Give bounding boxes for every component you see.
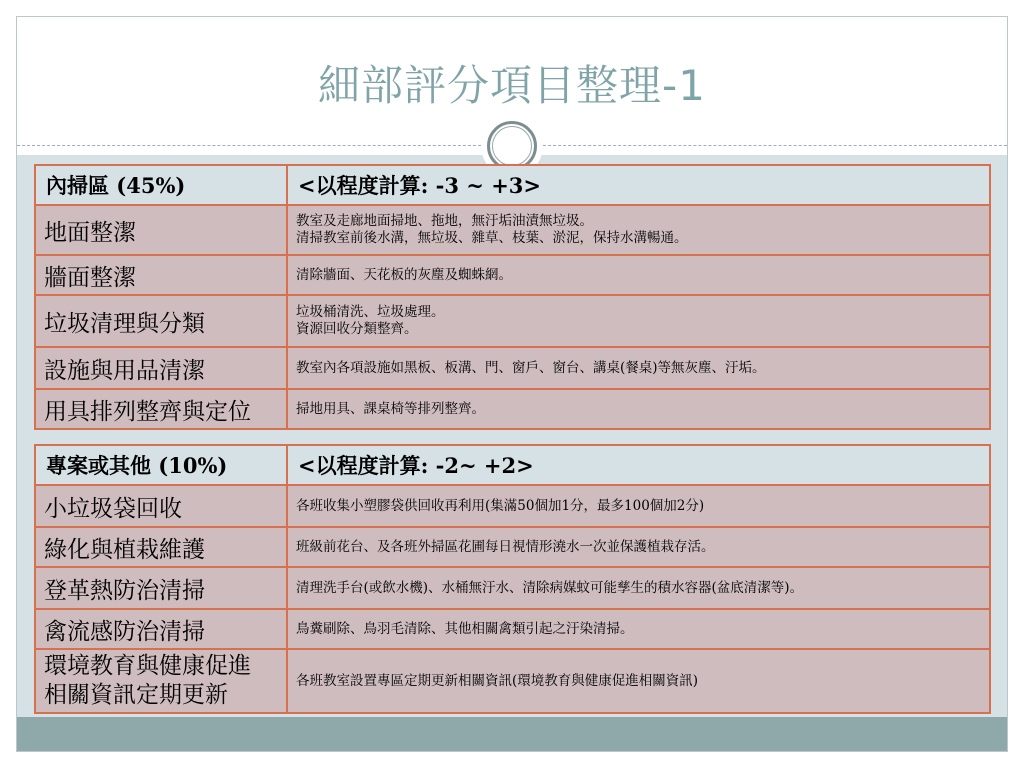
table-row: [35, 527, 990, 567]
table-row: [35, 255, 990, 295]
item-description: 教室及走廊地面掃地、拖地，無汙垢油漬無垃圾。 清掃教室前後水溝，無垃圾、雜草、枝葉、淤泥，保持水溝暢通。: [287, 205, 990, 255]
item-description: 掃地用具、課桌椅等排列整齊。: [287, 389, 990, 429]
item-description: 各班教室設置專區定期更新相關資訊(環境教育與健康促進相關資訊): [287, 649, 990, 713]
item-name: 設施與用品清潔: [35, 347, 287, 389]
slide: [16, 16, 1008, 752]
category-header: 內掃區 (45%): [35, 165, 287, 205]
scoring-header: <以程度計算: -3 ~ +3>: [287, 165, 990, 205]
table-row: [35, 485, 990, 527]
table-row: [35, 649, 990, 713]
table-header-row: [35, 165, 990, 205]
interior-cleaning-table: [34, 164, 991, 430]
item-name: 地面整潔: [35, 205, 287, 255]
item-name: 禽流感防治清掃: [35, 609, 287, 649]
table-row: [35, 295, 990, 347]
category-header: 專案或其他 (10%): [35, 445, 287, 485]
item-name: 小垃圾袋回收: [35, 485, 287, 527]
item-name: 垃圾清理與分類: [35, 295, 287, 347]
item-description: 班級前花台、及各班外掃區花圃每日視情形澆水一次並保護植栽存活。: [287, 527, 990, 567]
table-row: [35, 609, 990, 649]
item-name: 綠化與植栽維護: [35, 527, 287, 567]
item-description: 清除牆面、天花板的灰塵及蜘蛛網。: [287, 255, 990, 295]
item-description: 鳥糞刷除、鳥羽毛清除、其他相關禽類引起之汙染清掃。: [287, 609, 990, 649]
table-row: [35, 567, 990, 609]
item-name: 用具排列整齊與定位: [35, 389, 287, 429]
item-name: 牆面整潔: [35, 255, 287, 295]
table-row: [35, 389, 990, 429]
item-name: 登革熱防治清掃: [35, 567, 287, 609]
table-row: [35, 205, 990, 255]
scoring-header: <以程度計算: -2~ +2>: [287, 445, 990, 485]
special-projects-table: [34, 444, 991, 714]
bottom-bar: [17, 717, 1007, 751]
table-header-row: [35, 445, 990, 485]
slide-title: 細部評分項目整理-1: [318, 61, 706, 110]
item-description: 清理洗手台(或飲水機)、水桶無汙水、清除病媒蚊可能孳生的積水容器(盆底清潔等)。: [287, 567, 990, 609]
item-description: 各班收集小塑膠袋供回收再利用(集滿50個加1分，最多100個加2分): [287, 485, 990, 527]
item-description: 垃圾桶清洗、垃圾處理。 資源回收分類整齊。: [287, 295, 990, 347]
item-description: 教室內各項設施如黑板、板溝、門、窗戶、窗台、講桌(餐桌)等無灰塵、汙垢。: [287, 347, 990, 389]
item-name: 環境教育與健康促進 相關資訊定期更新: [35, 649, 287, 713]
table-row: [35, 347, 990, 389]
